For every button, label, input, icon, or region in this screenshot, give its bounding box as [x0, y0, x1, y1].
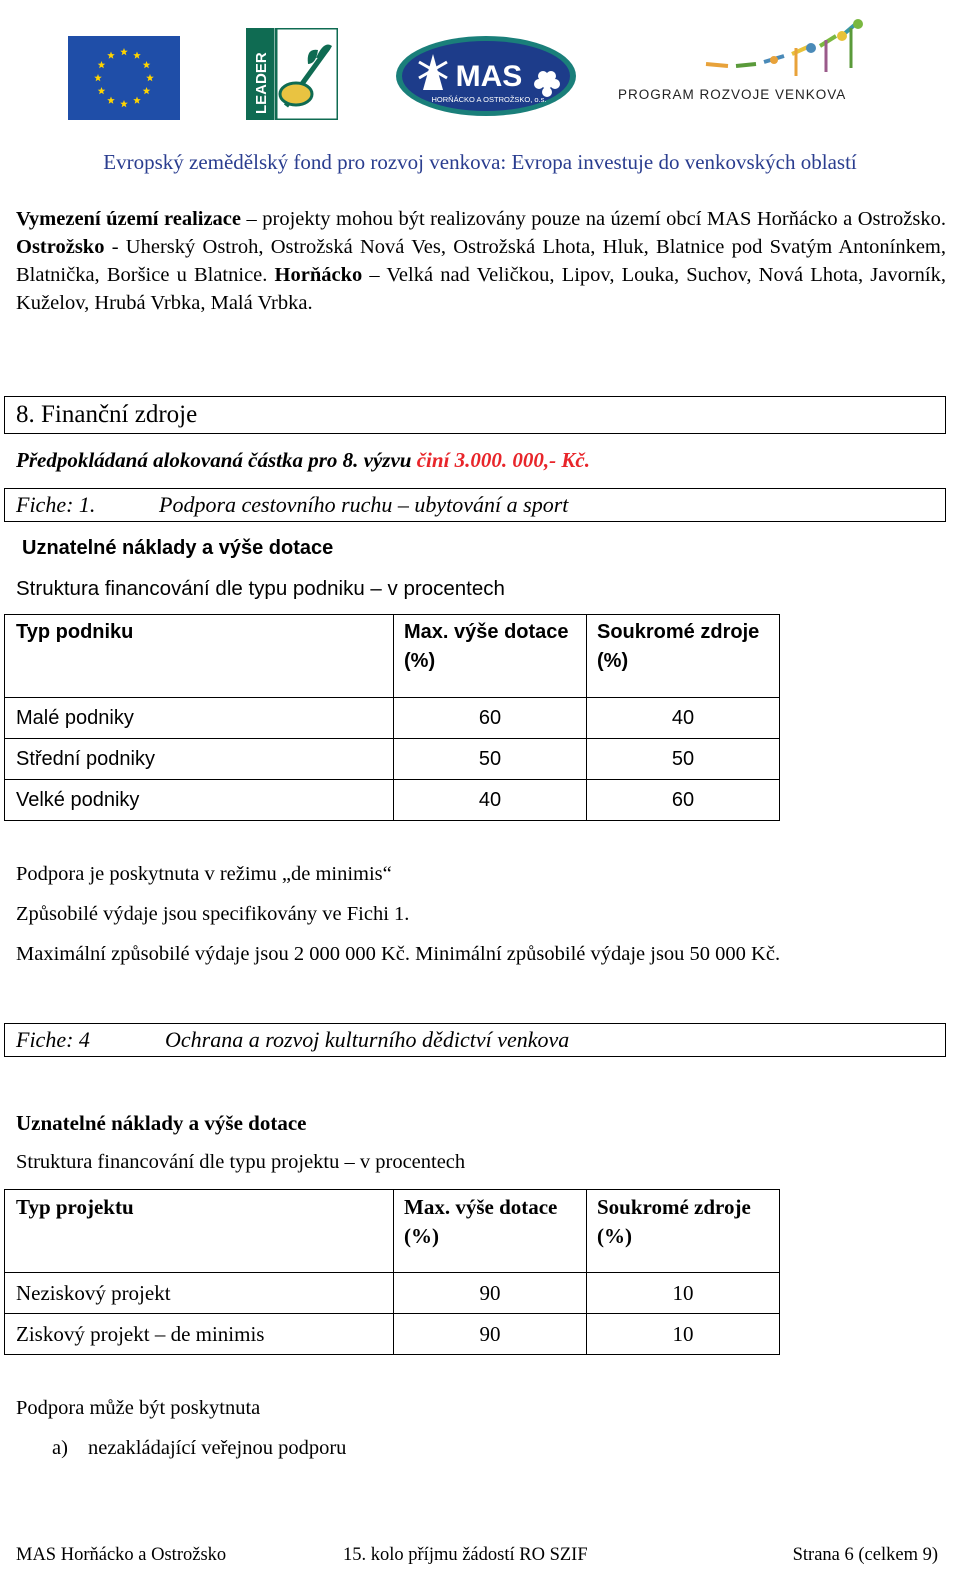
territory-text: – projekty mohou být realizovány pouze na území obcí MAS Horňácko a Ostrožsko.: [241, 208, 946, 230]
fiche-1-structure-text: Struktura financování dle typu podniku – v procentech: [16, 577, 505, 600]
table-header-row: [5, 1190, 780, 1273]
table-cell: Neziskový projekt: [5, 1273, 394, 1314]
fiche-4-table: [4, 1189, 780, 1355]
fiche-4-eligible-heading: Uznatelné náklady a výše dotace: [16, 1111, 307, 1135]
fiche-4-support-text: Podpora může být poskytnuta: [16, 1397, 261, 1419]
table-cell: 40: [587, 698, 780, 739]
footer-organisation: MAS Horňácko a Ostrožsko: [16, 1545, 227, 1565]
fiche-4-number: Fiche: 4: [16, 1027, 90, 1052]
section-8-title: 8. Finanční zdroje: [16, 401, 198, 428]
footer-page-number: Strana 6 (celkem 9): [792, 1545, 938, 1565]
fiche-1-box: [4, 488, 946, 522]
fiche-1-note-limits: Maximální způsobilé výdaje jsou 2 000 000 Kč. Minimální způsobilé výdaje jsou 50 000 Kč.: [16, 943, 781, 965]
list-item: nezakládající veřejnou podporu: [88, 1437, 347, 1459]
table-cell: Ziskový projekt – de minimis: [5, 1314, 394, 1355]
hornacko-label: Horňácko: [274, 264, 363, 286]
fiche-4-structure-text: Struktura financování dle typu projektu – v procentech: [16, 1151, 466, 1173]
table-cell: 90: [394, 1273, 587, 1314]
table-cell: 60: [587, 780, 780, 821]
fiche-1-note-eligible: Způsobilé výdaje jsou specifikovány ve Fichi 1.: [16, 903, 410, 925]
fiche-1-note-de-minimis: Podpora je poskytnuta v režimu „de minimis“: [16, 863, 392, 885]
fiche-1-title: Podpora cestovního ruchu – ubytování a sport: [159, 492, 569, 517]
header-cell: Max. výše dotace (%): [394, 615, 587, 698]
table-cell: 60: [394, 698, 587, 739]
table-cell: 50: [587, 739, 780, 780]
fiche-4-box: [4, 1023, 946, 1057]
table-header-row: [5, 615, 780, 698]
eu-stars-icon: [68, 36, 180, 120]
table-cell: 90: [394, 1314, 587, 1355]
leader-text: LEADER: [253, 52, 270, 114]
table-cell: 50: [394, 739, 587, 780]
fund-heading: Evropský zemědělský fond pro rozvoj venkova: Evropa investuje do venkovských oblastí: [103, 150, 857, 174]
header-cell: Max. výše dotace (%): [394, 1190, 587, 1273]
footer-round: 15. kolo příjmu žádostí RO SZIF: [343, 1545, 588, 1565]
mas-logo-text: MAS: [455, 60, 523, 93]
fiche-1-number: Fiche: 1.: [16, 492, 96, 517]
allocation-line: [16, 448, 590, 473]
table-cell: 40: [394, 780, 587, 821]
leader-logo: [246, 28, 338, 120]
prv-logo: [596, 6, 886, 118]
territory-paragraph: [16, 205, 946, 317]
eu-flag-logo: [68, 36, 180, 120]
prv-logo-text: PROGRAM ROZVOJE VENKOVA: [618, 87, 847, 102]
table-cell: 10: [587, 1273, 780, 1314]
ostrozsko-text: - Uherský Ostroh, Ostrožská Nová Ves, Ostrožská Lhota, Hluk, Blatnice pod Svatým Antonínkem, Blatnička, Boršice u Blatnice.: [16, 236, 946, 286]
allocation-amount: činí 3.000. 000,- Kč.: [416, 448, 590, 472]
ostrozsko-label: Ostrožsko: [16, 236, 105, 258]
territory-label: Vymezení území realizace: [16, 208, 242, 230]
header-cell: Typ podniku: [5, 615, 394, 698]
table-cell: 10: [587, 1314, 780, 1355]
hornacko-text: – Velká nad Veličkou, Lipov, Louka, Suchov, Nová Lhota, Javorník, Kuželov, Hrubá Vrbka, Malá Vrbka.: [16, 264, 946, 314]
list-marker: a): [52, 1437, 68, 1459]
mas-logo-subtext: HORŇÁCKO A OSTROŽSKO, o.s.: [431, 95, 547, 104]
header-cell: Typ projektu: [5, 1190, 394, 1273]
mas-logo: [393, 32, 579, 118]
table-row: [5, 780, 780, 821]
section-8-box: [4, 396, 946, 434]
table-row: [5, 1273, 780, 1314]
fiche-4-title: Ochrana a rozvoj kulturního dědictví venkova: [165, 1027, 570, 1052]
table-row: [5, 1314, 780, 1355]
fiche-1-table: [4, 614, 780, 821]
table-row: [5, 739, 780, 780]
header-cell: Soukromé zdroje (%): [587, 615, 780, 698]
fiche-1-eligible-heading: Uznatelné náklady a výše dotace: [22, 537, 334, 559]
table-cell: Střední podniky: [5, 739, 394, 780]
table-row: [5, 698, 780, 739]
header-cell: Soukromé zdroje (%): [587, 1190, 780, 1273]
table-cell: Velké podniky: [5, 780, 394, 821]
table-cell: Malé podniky: [5, 698, 394, 739]
allocation-text: Předpokládaná alokovaná částka pro 8. výzvu: [16, 448, 417, 472]
